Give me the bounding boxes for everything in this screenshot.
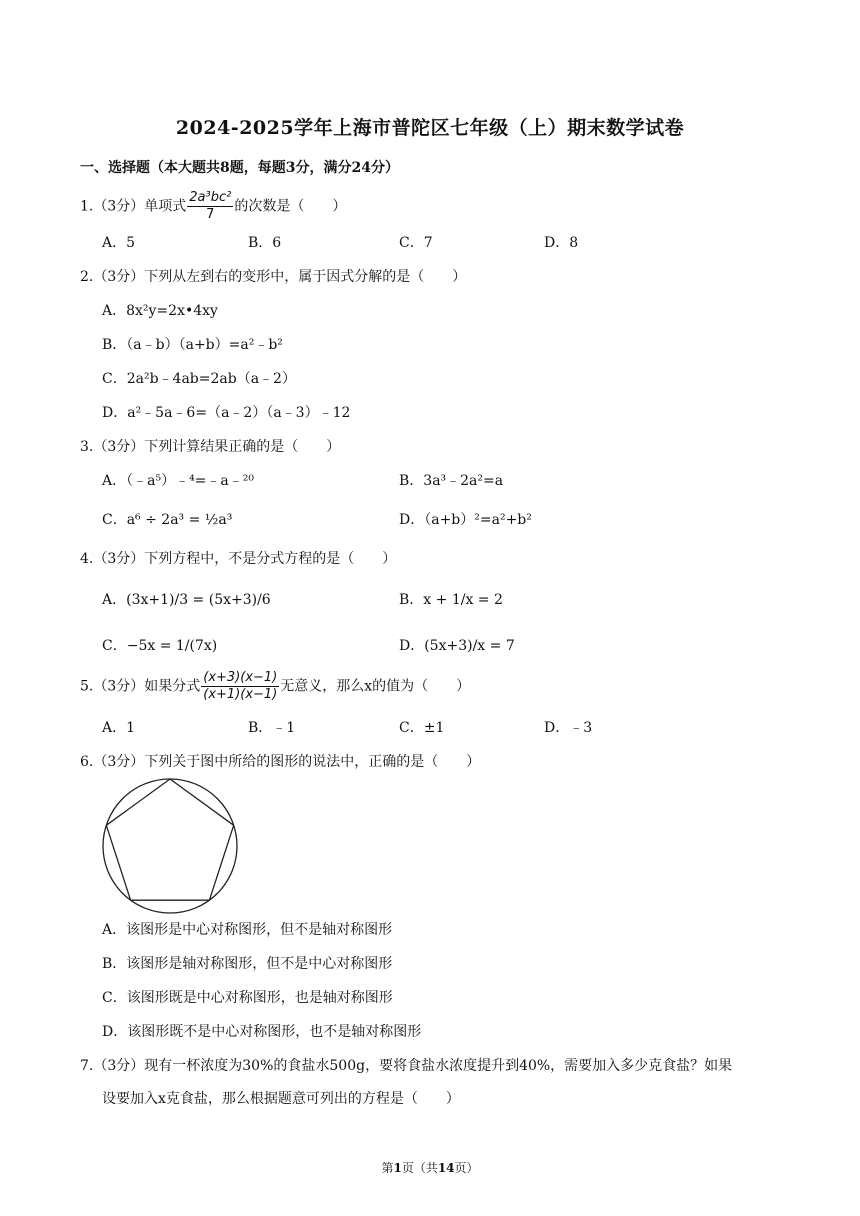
q2-option-b: B．（a﹣b）（a+b）=a²﹣b²	[102, 337, 283, 353]
question-7-line-2: 设要加入x克食盐，那么根据题意可列出的方程是（ ）	[102, 1091, 460, 1107]
pentagon-in-circle-figure	[100, 777, 240, 915]
q1-prefix: 1.（3分）单项式	[80, 198, 187, 215]
pentagon-shape	[106, 779, 233, 900]
section-heading: 一、选择题（本大题共8题，每题3分，满分24分）	[80, 160, 399, 176]
question-6: 6.（3分）下列关于图中所给的图形的说法中，正确的是（ ）	[80, 754, 481, 770]
q3-option-d: D．（a+b）²=a²+b²	[399, 512, 532, 528]
q1-option-b: B．6	[248, 235, 282, 251]
q1-option-d: D．8	[544, 235, 579, 251]
q5-prefix: 5.（3分）如果分式	[80, 678, 201, 695]
q1-fraction	[187, 190, 233, 223]
q2-option-c: C．2a²b﹣4ab=2ab（a﹣2）	[102, 371, 296, 387]
q3-option-b: B．3a³﹣2a²=a	[399, 473, 504, 489]
q4-option-a: A．(3x+1)/3 = (5x+3)/6	[102, 592, 271, 608]
q1-suffix: 的次数是（ ）	[234, 198, 347, 215]
q2-option-d: D．a²﹣5a﹣6=（a﹣2）（a﹣3）﹣12	[102, 405, 351, 421]
q4-option-b: B．x + 1/x = 2	[399, 592, 503, 608]
q5-option-a: A．1	[102, 720, 136, 736]
q6-option-c: C．该图形既是中心对称图形，也是轴对称图形	[102, 990, 393, 1006]
q3-option-c: C．a⁶ ÷ 2a³ = ½a³	[102, 512, 233, 528]
q1-option-c: C．7	[399, 235, 433, 251]
q5-frac-den: (x+1)(x−1)	[203, 687, 278, 702]
circle-shape	[103, 779, 237, 913]
q6-option-b: B．该图形是轴对称图形，但不是中心对称图形	[102, 956, 393, 972]
q5-option-b: B．﹣1	[248, 720, 296, 736]
q5-frac-num: (x+3)(x−1)	[203, 670, 278, 685]
q4-option-d: D．(5x+3)/x = 7	[399, 638, 515, 654]
q1-frac-num: 2a³bc²	[189, 190, 232, 205]
q6-option-d: D．该图形既不是中心对称图形，也不是轴对称图形	[102, 1024, 422, 1040]
q4-option-c: C．−5x = 1/(7x)	[102, 638, 218, 654]
q5-suffix: 无意义，那么x的值为（ ）	[280, 678, 471, 695]
question-3: 3.（3分）下列计算结果正确的是（ ）	[80, 439, 341, 455]
page-title: 2024-2025学年上海市普陀区七年级（上）期末数学试卷	[175, 117, 685, 139]
page-footer: 第1页（共14页）	[381, 1161, 479, 1175]
q6-option-a: A．该图形是中心对称图形，但不是轴对称图形	[102, 922, 393, 938]
question-4: 4.（3分）下列方程中，不是分式方程的是（ ）	[80, 551, 397, 567]
footer-page-number: 1	[393, 1161, 402, 1175]
question-7-line-1: 7.（3分）现有一杯浓度为30%的食盐水500g，要将食盐水浓度提升到40%，需要加入多少克食盐？如果	[80, 1058, 733, 1074]
q1-option-a: A．5	[102, 235, 136, 251]
question-1	[80, 190, 346, 223]
question-2: 2.（3分）下列从左到右的变形中，属于因式分解的是（ ）	[80, 269, 467, 285]
q5-option-c: C．±1	[399, 720, 445, 736]
footer-total-pages: 14	[437, 1161, 455, 1175]
q2-option-a: A．8x²y=2x•4xy	[102, 303, 218, 319]
q5-fraction	[201, 670, 279, 703]
q3-option-a: A．（﹣a⁵）﹣⁴=﹣a﹣²⁰	[102, 473, 254, 489]
question-5	[80, 670, 470, 703]
q1-frac-den: 7	[206, 207, 215, 222]
q5-option-d: D．﹣3	[544, 720, 593, 736]
